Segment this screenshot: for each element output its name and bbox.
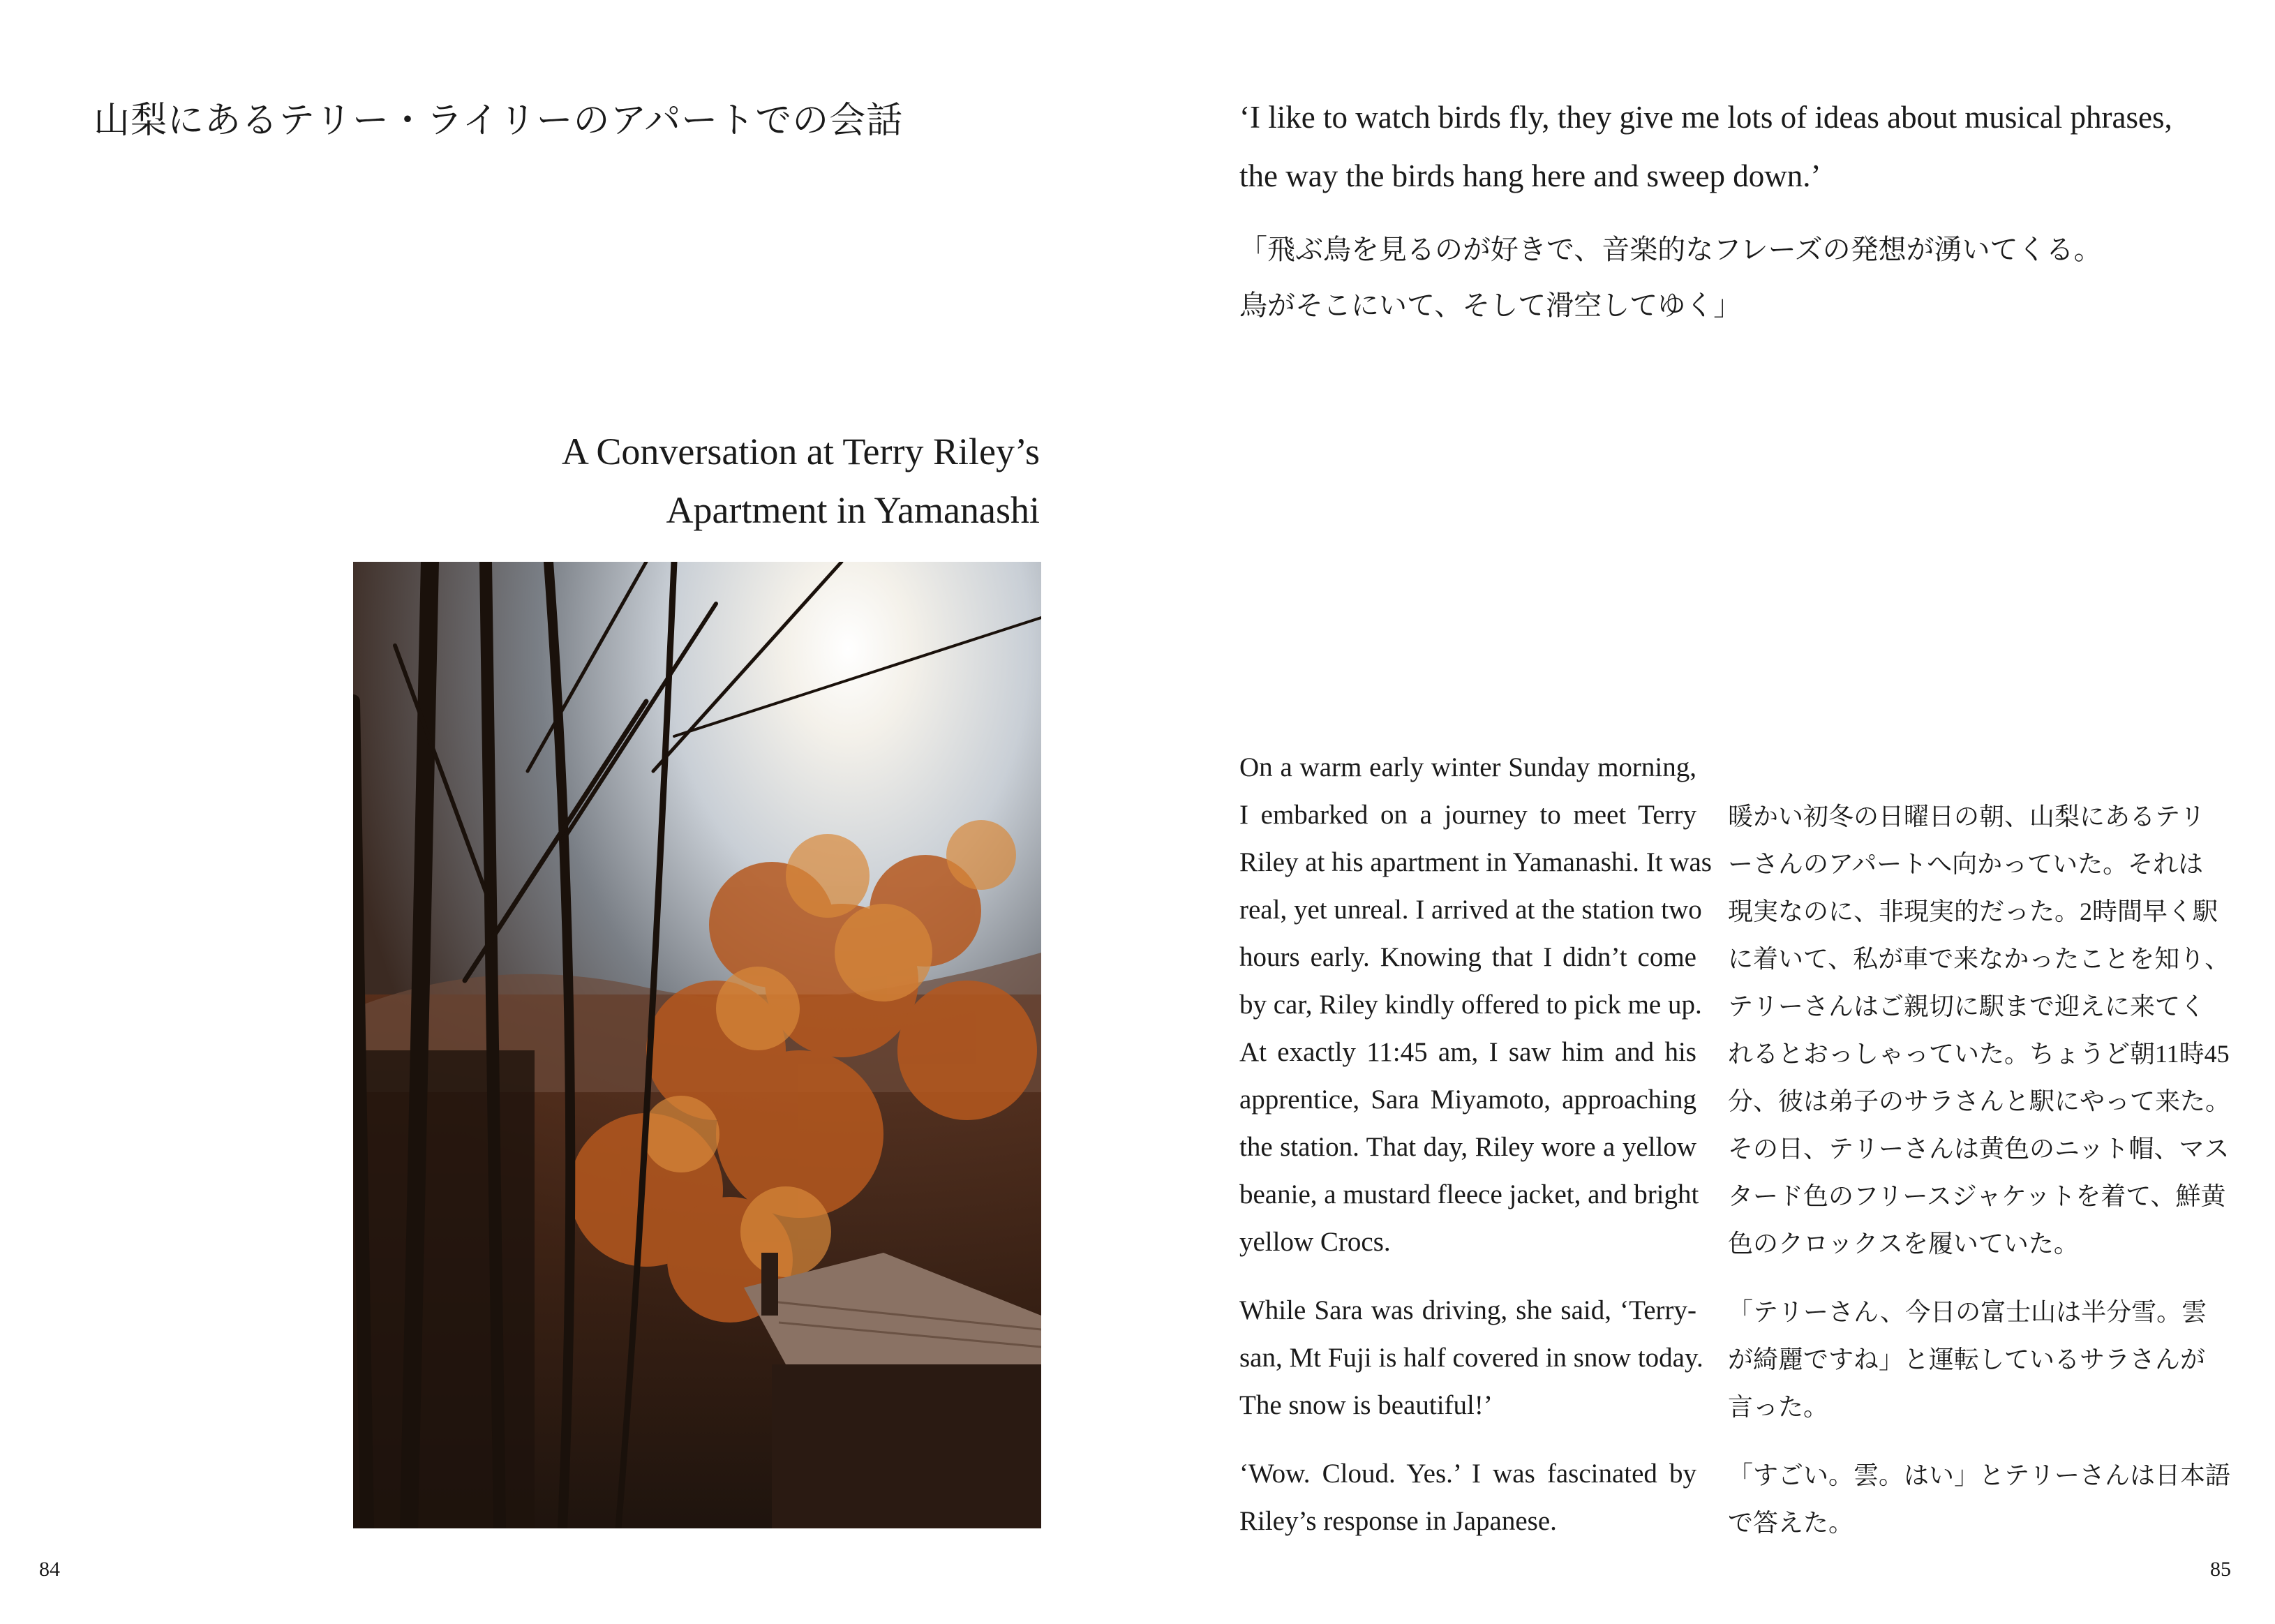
page-number-left: 84 (39, 1558, 60, 1581)
body-japanese-column (1728, 793, 2231, 1567)
quote-japanese-line-2: 鳥がそこにいて、そして滑空してゆく」 (1239, 290, 1742, 321)
text-line: テリーさんはご親切に駅まで迎えに来てく (1728, 992, 2206, 1020)
text-line: by car, Riley kindly offered to pick me up. (1239, 990, 1702, 1020)
body-japanese-paragraph-1 (1728, 793, 2231, 1267)
body-english-column (1239, 744, 1712, 1566)
english-title-line-1: A Conversation at Terry Riley’s (561, 431, 1040, 472)
text-line: Riley’s response in Japanese. (1239, 1506, 1557, 1536)
page-number-right: 85 (2210, 1558, 2231, 1581)
autumn-trees-photo (353, 562, 1041, 1528)
text-line: 「すごい。雲。はい」とテリーさんは日本語 (1728, 1461, 2231, 1489)
body-japanese-paragraph-3 (1728, 1452, 2231, 1547)
body-english-paragraph-2 (1239, 1287, 1703, 1429)
quote-japanese-line-1: 「飛ぶ鳥を見るのが好きで、音楽的なフレーズの発想が湧いてくる。 (1239, 234, 2102, 265)
text-line: yellow Crocs. (1239, 1227, 1391, 1257)
english-title (488, 422, 1040, 539)
text-line: 暖かい初冬の日曜日の朝、山梨にあるテリ (1728, 803, 2206, 830)
text-line: At exactly 11:45 am, I saw him and his (1239, 1037, 1696, 1067)
body-english-paragraph-1 (1239, 744, 1712, 1266)
text-line: が綺麗ですね」と運転しているサラさんが (1728, 1346, 2206, 1373)
text-line: 言った。 (1728, 1393, 1829, 1421)
text-line: 現実なのに、非現実的だった。2時間早く駅 (1728, 897, 2218, 925)
quote-english-line-1: ‘I like to watch birds fly, they give me lots of ideas about musical phrases, (1239, 100, 2172, 135)
text-line: ーさんのアパートへ向かっていた。それは (1728, 850, 2204, 878)
text-line: apprentice, Sara Miyamoto, approaching (1239, 1085, 1696, 1115)
text-line: ‘Wow. Cloud. Yes.’ I was fascinated by (1239, 1459, 1696, 1489)
body-japanese-paragraph-2 (1728, 1288, 2207, 1431)
text-line: hours early. Knowing that I didn’t come (1239, 942, 1696, 972)
text-line: I embarked on a journey to meet Terry (1239, 800, 1696, 830)
text-line: The snow is beautiful!’ (1239, 1390, 1493, 1420)
text-line: the station. That day, Riley wore a yellow (1239, 1132, 1696, 1162)
text-line: 色のクロックスを履いていた。 (1728, 1230, 2079, 1258)
text-line: While Sara was driving, she said, ‘Terry- (1239, 1295, 1696, 1325)
quote-japanese (1239, 222, 2102, 334)
text-line: 「テリーさん、今日の富士山は半分雪。雲 (1728, 1298, 2207, 1326)
text-line: その日、テリーさんは黄色のニット帽、マス (1728, 1135, 2230, 1163)
text-line: beanie, a mustard fleece jacket, and bright (1239, 1179, 1699, 1209)
text-line: On a warm early winter Sunday morning, (1239, 752, 1696, 782)
quote-english (1239, 88, 2172, 205)
text-line: real, yet unreal. I arrived at the station two (1239, 895, 1702, 925)
text-line: 分、彼は弟子のサラさんと駅にやって来た。 (1728, 1087, 2231, 1115)
quote-english-line-2: the way the birds hang here and sweep down.’ (1239, 158, 1821, 193)
text-line: れるとおっしゃっていた。ちょうど朝11時45 (1728, 1040, 2230, 1068)
body-english-paragraph-3 (1239, 1450, 1696, 1545)
text-line: タード色のフリースジャケットを着て、鮮黄 (1728, 1182, 2226, 1210)
english-title-line-2: Apartment in Yamanashi (666, 489, 1040, 531)
text-line: に着いて、私が車で来なかったことを知り、 (1728, 945, 2230, 973)
text-line: で答えた。 (1728, 1509, 1854, 1537)
text-line: Riley at his apartment in Yamanashi. It was (1239, 847, 1712, 877)
japanese-title: 山梨にあるテリー・ライリーのアパートでの会話 (94, 101, 904, 141)
text-line: san, Mt Fuji is half covered in snow today. (1239, 1343, 1703, 1373)
photo-illustration (353, 562, 1041, 1528)
